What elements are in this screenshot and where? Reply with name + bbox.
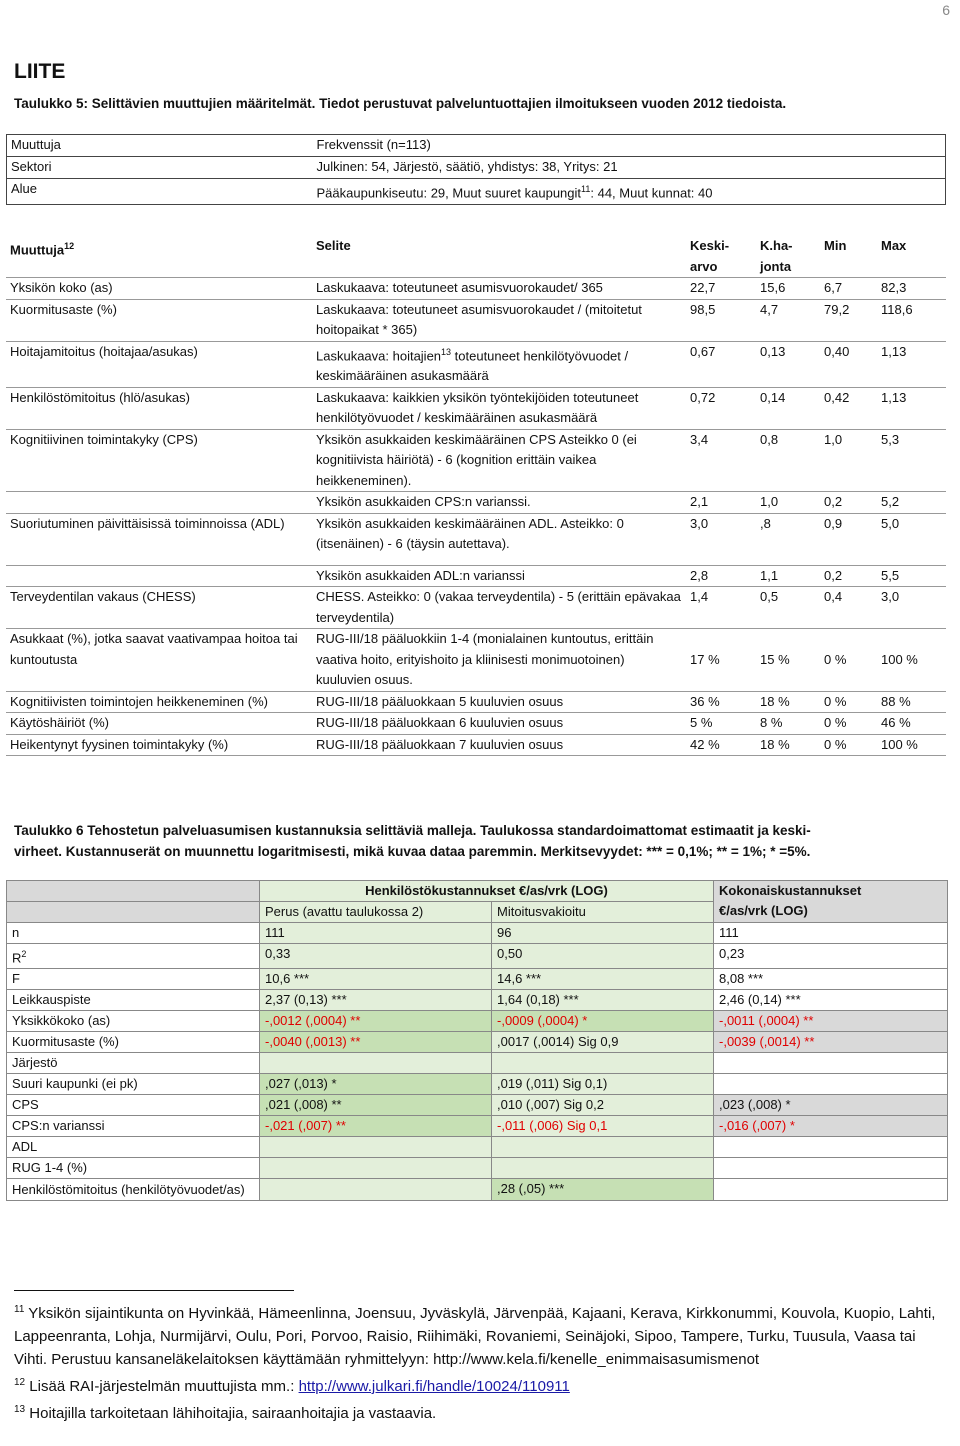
header-cell: Selite xyxy=(312,236,686,278)
label-text: Leikkauspiste xyxy=(12,992,91,1008)
table-row xyxy=(6,492,946,514)
table-row xyxy=(7,1011,948,1032)
stat-max: 82,3 xyxy=(877,278,946,300)
table-row xyxy=(7,1158,948,1179)
header-text: Keski- xyxy=(690,238,730,253)
row-label xyxy=(7,969,260,990)
stat-max: 1,13 xyxy=(877,341,946,387)
variable-description: RUG-III/18 pääluokkaan 6 kuuluvien osuus xyxy=(312,713,686,735)
table-row xyxy=(7,1179,948,1201)
stat-sd: 15,6 xyxy=(756,278,820,300)
cost-model-table xyxy=(6,880,948,1201)
estimate-a xyxy=(260,1137,492,1158)
estimate-a: ,027 (,013) * xyxy=(260,1074,492,1095)
row-label xyxy=(7,1158,260,1179)
variable-name: Asukkaat (%), jotka saavat vaativampaa hoitoa tai kuntoutusta xyxy=(6,629,312,692)
row-label xyxy=(7,1053,260,1074)
stat-min: 79,2 xyxy=(820,299,877,341)
estimate-c: -,0039 (,0014) ** xyxy=(714,1032,948,1053)
estimate-c xyxy=(714,1053,948,1074)
table-body xyxy=(7,923,948,1201)
table-header-row xyxy=(7,881,948,902)
table-row xyxy=(7,1074,948,1095)
stat-min: 1,0 xyxy=(820,429,877,492)
row-label xyxy=(7,1179,260,1201)
variable-description: RUG-III/18 pääluokkaan 5 kuuluvien osuus xyxy=(312,691,686,713)
stat-sd: 0,8 xyxy=(756,429,820,492)
stat-max: 118,6 xyxy=(877,299,946,341)
estimate-a: 111 xyxy=(260,923,492,944)
table-row xyxy=(7,1116,948,1137)
table-row xyxy=(6,713,946,735)
stat-sd: 8 % xyxy=(756,713,820,735)
desc-text: toteutuneet henkilötyövuodet / keskimääräinen asukasmäärä xyxy=(316,347,629,384)
table-cell xyxy=(313,179,946,205)
estimate-c: -,016 (,007) * xyxy=(714,1116,948,1137)
table-header-row xyxy=(6,236,946,278)
stat-mean: 2,8 xyxy=(686,565,756,587)
header-text: €/as/vrk (LOG) xyxy=(719,903,808,918)
desc-text: Laskukaava: hoitajien xyxy=(316,347,442,363)
frequency-table xyxy=(6,134,946,205)
estimate-b: 14,6 *** xyxy=(492,969,714,990)
row-label xyxy=(7,1011,260,1032)
table-cell: Muuttuja xyxy=(7,135,313,157)
estimate-c: 0,23 xyxy=(714,944,948,969)
stat-max: 5,5 xyxy=(877,565,946,587)
variable-name: Suoriutuminen päivittäisissä toiminnoissa (ADL) xyxy=(6,513,312,565)
table6-caption xyxy=(14,820,811,862)
stat-mean: 3,0 xyxy=(686,513,756,565)
empty-header-cell xyxy=(7,881,260,902)
variable-description: CHESS. Asteikko: 0 (vakaa terveydentila) - 5 (erittäin epävakaa terveydentila) xyxy=(312,587,686,629)
stat-sd: 0,13 xyxy=(756,341,820,387)
label-text: Henkilöstömitoitus (henkilötyövuodet/as) xyxy=(12,1182,245,1198)
row-label xyxy=(7,944,260,969)
footnote-divider xyxy=(14,1290,294,1291)
label-text: ADL xyxy=(12,1139,38,1155)
table-row xyxy=(6,341,946,387)
stat-mean: 5 % xyxy=(686,713,756,735)
footnote-ref: 12 xyxy=(64,241,75,251)
table-row xyxy=(7,1137,948,1158)
stat-sd: 0,14 xyxy=(756,387,820,429)
header-cell: Perus (avattu taulukossa 2) xyxy=(260,902,492,923)
variable-name xyxy=(6,565,312,587)
variable-description: Yksikön asukkaiden ADL:n varianssi xyxy=(312,565,686,587)
label-text: n xyxy=(12,925,20,940)
caption-line: Taulukko 6 Tehostetun palveluasumisen kustannuksia selittäviä malleja. Taulukossa standardoimattomat estimaatit ja keski- xyxy=(14,823,811,838)
label-text: CPS xyxy=(12,1097,39,1113)
stat-min: 0 % xyxy=(820,734,877,756)
table-row xyxy=(6,429,946,492)
estimate-c xyxy=(714,1158,948,1179)
footnote-11 xyxy=(14,1298,946,1371)
table-row xyxy=(6,734,946,756)
estimate-c xyxy=(714,1137,948,1158)
estimate-b: 96 xyxy=(492,923,714,944)
variable-name: Kuormitusaste (%) xyxy=(6,299,312,341)
cell-text: : 44, Muut kunnat: 40 xyxy=(590,185,713,201)
estimate-a: -,021 (,007) ** xyxy=(260,1116,492,1137)
appendix-heading: LIITE xyxy=(14,60,66,83)
variable-description: Laskukaava: toteutuneet asumisvuorokaudet/ 365 xyxy=(312,278,686,300)
row-label xyxy=(7,923,260,944)
footnote-text: Yksikön sijaintikunta on Hyvinkää, Hämeenlinna, Joensuu, Jyväskylä, Järvenpää, Kajaani, Kerava, Kirkkonummi, Kouvola, Kuopio, Lahti, Lappeenranta, Lohja, Nurmijärvi, Oulu, Pori, Porvoo, Raisio, Riihimäki, Rovaniemi, Seinäjoki, Sipoo, Tampere, Turku, Tuusula, Vaasa tai Vihti. Perustuu kansaneläkelaitoksen käyttämään ryhmittelyyn: http://www.kela.fi/kenelle_enimmaisasumismenot xyxy=(14,1305,936,1368)
stat-mean: 98,5 xyxy=(686,299,756,341)
stat-mean: 22,7 xyxy=(686,278,756,300)
header-text: jonta xyxy=(760,258,792,274)
stat-min: 0,9 xyxy=(820,513,877,565)
footnote-ref: 11 xyxy=(581,184,591,194)
table-row xyxy=(6,513,946,565)
label-text: Kuormitusaste (%) xyxy=(12,1034,119,1050)
footnotes xyxy=(14,1298,946,1425)
stat-sd: 18 % xyxy=(756,734,820,756)
stat-min: 0,2 xyxy=(820,492,877,514)
stat-sd: 1,1 xyxy=(756,565,820,587)
stat-max: 5,2 xyxy=(877,492,946,514)
estimate-a: 2,37 (0,13) *** xyxy=(260,990,492,1011)
stat-min: 0 % xyxy=(820,629,877,692)
table-row xyxy=(6,587,946,629)
stat-max: 5,3 xyxy=(877,429,946,492)
variable-name: Henkilöstömitoitus (hlö/asukas) xyxy=(6,387,312,429)
estimate-a xyxy=(260,1158,492,1179)
header-text: K.ha- xyxy=(760,238,793,253)
estimate-c: ,023 (,008) * xyxy=(714,1095,948,1116)
table-row xyxy=(7,990,948,1011)
stat-mean: 17 % xyxy=(686,629,756,692)
variable-name: Käytöshäiriöt (%) xyxy=(6,713,312,735)
table-row xyxy=(6,629,946,692)
stat-min: 0,42 xyxy=(820,387,877,429)
row-label xyxy=(7,1116,260,1137)
stat-min: 0,2 xyxy=(820,565,877,587)
stat-max: 100 % xyxy=(877,629,946,692)
estimate-a: -,0040 (,0013) ** xyxy=(260,1032,492,1053)
footnote-13 xyxy=(14,1398,946,1425)
footnote-12 xyxy=(14,1371,946,1398)
variable-name: Heikentynyt fyysinen toimintakyky (%) xyxy=(6,734,312,756)
label-text: Järjestö xyxy=(12,1055,58,1071)
estimate-b: 0,50 xyxy=(492,944,714,969)
header-cell: Mitoitusvakioitu xyxy=(492,902,714,923)
header-cell xyxy=(756,236,820,278)
table-row xyxy=(7,1095,948,1116)
header-text: Kokonaiskustannukset xyxy=(719,883,862,898)
estimate-b xyxy=(492,1053,714,1074)
superscript: 2 xyxy=(21,949,27,959)
stat-max: 1,13 xyxy=(877,387,946,429)
table-row xyxy=(6,691,946,713)
table-row xyxy=(6,299,946,341)
variable-description: Yksikön asukkaiden CPS:n varianssi. xyxy=(312,492,686,514)
stat-mean: 0,67 xyxy=(686,341,756,387)
stat-min: 0 % xyxy=(820,713,877,735)
header-cell xyxy=(6,236,312,278)
estimate-b: -,011 (,006) Sig 0,1 xyxy=(492,1116,714,1137)
variable-description: Yksikön asukkaiden keskimääräinen CPS Asteikko 0 (ei kognitiivista häiriötä) - 6 (kognition erittäin vaikea heikkeneminen). xyxy=(312,429,686,492)
variable-definitions-table xyxy=(6,236,946,756)
table-row xyxy=(7,923,948,944)
stat-mean: 3,4 xyxy=(686,429,756,492)
estimate-a xyxy=(260,1179,492,1201)
table-row xyxy=(7,157,946,179)
table-cell: Sektori xyxy=(7,157,313,179)
stat-mean: 0,72 xyxy=(686,387,756,429)
footnote-number: 13 xyxy=(14,1404,26,1415)
page-number: 6 xyxy=(942,2,950,18)
variable-name: Terveydentilan vakaus (CHESS) xyxy=(6,587,312,629)
row-label xyxy=(7,1137,260,1158)
label-text: F xyxy=(12,971,20,987)
estimate-c: 2,46 (0,14) *** xyxy=(714,990,948,1011)
estimate-b: -,0009 (,0004) * xyxy=(492,1011,714,1032)
variable-description xyxy=(312,341,686,387)
label-text: R xyxy=(12,950,22,966)
stat-min: 6,7 xyxy=(820,278,877,300)
stat-sd: 4,7 xyxy=(756,299,820,341)
estimate-a xyxy=(260,1053,492,1074)
stat-sd: 0,5 xyxy=(756,587,820,629)
variable-name: Kognitiivinen toimintakyky (CPS) xyxy=(6,429,312,492)
variable-description: Laskukaava: kaikkien yksikön työntekijöiden toteutuneet henkilötyövuodet / keskimääräinen asukasmäärä xyxy=(312,387,686,429)
table-row xyxy=(7,135,946,157)
table-body xyxy=(6,278,946,756)
header-cell xyxy=(686,236,756,278)
row-label xyxy=(7,1074,260,1095)
estimate-c: -,0011 (,0004) ** xyxy=(714,1011,948,1032)
variable-description: RUG-III/18 pääluokkiin 1-4 (monialainen kuntoutus, erittäin vaativa hoito, erityishoito ja kliinisesti monimuotoinen) kuuluvien osuus. xyxy=(312,629,686,692)
stat-sd: 1,0 xyxy=(756,492,820,514)
header-cell xyxy=(714,881,948,923)
variable-name: Yksikön koko (as) xyxy=(6,278,312,300)
label-text: Suuri kaupunki (ei pk) xyxy=(12,1076,138,1092)
variable-name xyxy=(6,492,312,514)
stat-sd: 15 % xyxy=(756,629,820,692)
variable-description: Laskukaava: toteutuneet asumisvuorokaudet / (mitoitetut hoitopaikat * 365) xyxy=(312,299,686,341)
header-cell: Max xyxy=(877,236,946,278)
table-row xyxy=(7,1032,948,1053)
estimate-b xyxy=(492,1137,714,1158)
estimate-a: 0,33 xyxy=(260,944,492,969)
table-row xyxy=(7,179,946,205)
row-label xyxy=(7,1032,260,1053)
cell-text: Pääkaupunkiseutu: 29, Muut suuret kaupungit xyxy=(316,185,582,201)
row-label xyxy=(7,1095,260,1116)
header-cell: Min xyxy=(820,236,877,278)
stat-min: 0 % xyxy=(820,691,877,713)
stat-max: 88 % xyxy=(877,691,946,713)
stat-mean: 42 % xyxy=(686,734,756,756)
variable-name: Hoitajamitoitus (hoitajaa/asukas) xyxy=(6,341,312,387)
footnote-text: Hoitajilla tarkoitetaan lähihoitajia, sairaanhoitajia ja vastaavia. xyxy=(29,1405,437,1422)
table-cell: Alue xyxy=(7,179,313,205)
table-row xyxy=(6,565,946,587)
estimate-c: 8,08 *** xyxy=(714,969,948,990)
estimate-c: 111 xyxy=(714,923,948,944)
header-text: arvo xyxy=(690,258,718,274)
estimate-c xyxy=(714,1179,948,1201)
table-row xyxy=(6,278,946,300)
variable-description: Yksikön asukkaiden keskimääräinen ADL. Asteikko: 0 (itsenäinen) - 6 (täysin autettava). xyxy=(312,513,686,565)
estimate-a: 10,6 *** xyxy=(260,969,492,990)
table-row xyxy=(6,387,946,429)
stat-min: 0,4 xyxy=(820,587,877,629)
label-text: CPS:n varianssi xyxy=(12,1118,105,1134)
table-cell: Julkinen: 54, Järjestö, säätiö, yhdistys: 38, Yritys: 21 xyxy=(313,157,946,179)
header-text: Muuttuja xyxy=(10,242,65,258)
stat-sd: ,8 xyxy=(756,513,820,565)
stat-mean: 2,1 xyxy=(686,492,756,514)
label-text: RUG 1-4 (%) xyxy=(12,1160,88,1176)
table5-caption: Taulukko 5: Selittävien muuttujien määritelmät. Tiedot perustuvat palveluntuottajien ilmoitukseen vuoden 2012 tiedoista. xyxy=(14,96,787,111)
label-text: Yksikkökoko (as) xyxy=(12,1013,111,1029)
estimate-a: -,0012 (,0004) ** xyxy=(260,1011,492,1032)
empty-header-cell xyxy=(7,902,260,923)
caption-line: virheet. Kustannuserät on muunnettu logaritmisesti, mikä kuvaa dataa paremmin. Merkitsevyydet: *** = 0,1%; ** = 1%; * =5%. xyxy=(14,844,811,859)
estimate-b: ,0017 (,0014) Sig 0,9 xyxy=(492,1032,714,1053)
row-label xyxy=(7,990,260,1011)
table-row xyxy=(7,969,948,990)
variable-name: Kognitiivisten toimintojen heikkeneminen (%) xyxy=(6,691,312,713)
estimate-b: ,010 (,007) Sig 0,2 xyxy=(492,1095,714,1116)
stat-max: 100 % xyxy=(877,734,946,756)
footnote-ref: 13 xyxy=(441,346,452,357)
table-row xyxy=(7,1053,948,1074)
table-row xyxy=(7,944,948,969)
estimate-b: ,28 (,05) *** xyxy=(492,1179,714,1201)
stat-mean: 36 % xyxy=(686,691,756,713)
stat-mean: 1,4 xyxy=(686,587,756,629)
stat-sd: 18 % xyxy=(756,691,820,713)
footnote-number: 12 xyxy=(14,1377,26,1388)
stat-min: 0,40 xyxy=(820,341,877,387)
footnote-text: Lisää RAI-järjestelmän muuttujista mm.: xyxy=(29,1378,299,1395)
footnote-link[interactable]: http://www.julkari.fi/handle/10024/110911 xyxy=(298,1378,570,1395)
stat-max: 5,0 xyxy=(877,513,946,565)
estimate-b xyxy=(492,1158,714,1179)
stat-max: 3,0 xyxy=(877,587,946,629)
estimate-c xyxy=(714,1074,948,1095)
table-cell: Frekvenssit (n=113) xyxy=(313,135,946,157)
stat-max: 46 % xyxy=(877,713,946,735)
estimate-b: 1,64 (0,18) *** xyxy=(492,990,714,1011)
estimate-b: ,019 (,011) Sig 0,1) xyxy=(492,1074,714,1095)
variable-description: RUG-III/18 pääluokkaan 7 kuuluvien osuus xyxy=(312,734,686,756)
header-cell: Henkilöstökustannukset €/as/vrk (LOG) xyxy=(260,881,714,902)
footnote-number: 11 xyxy=(14,1304,25,1315)
estimate-a: ,021 (,008) ** xyxy=(260,1095,492,1116)
